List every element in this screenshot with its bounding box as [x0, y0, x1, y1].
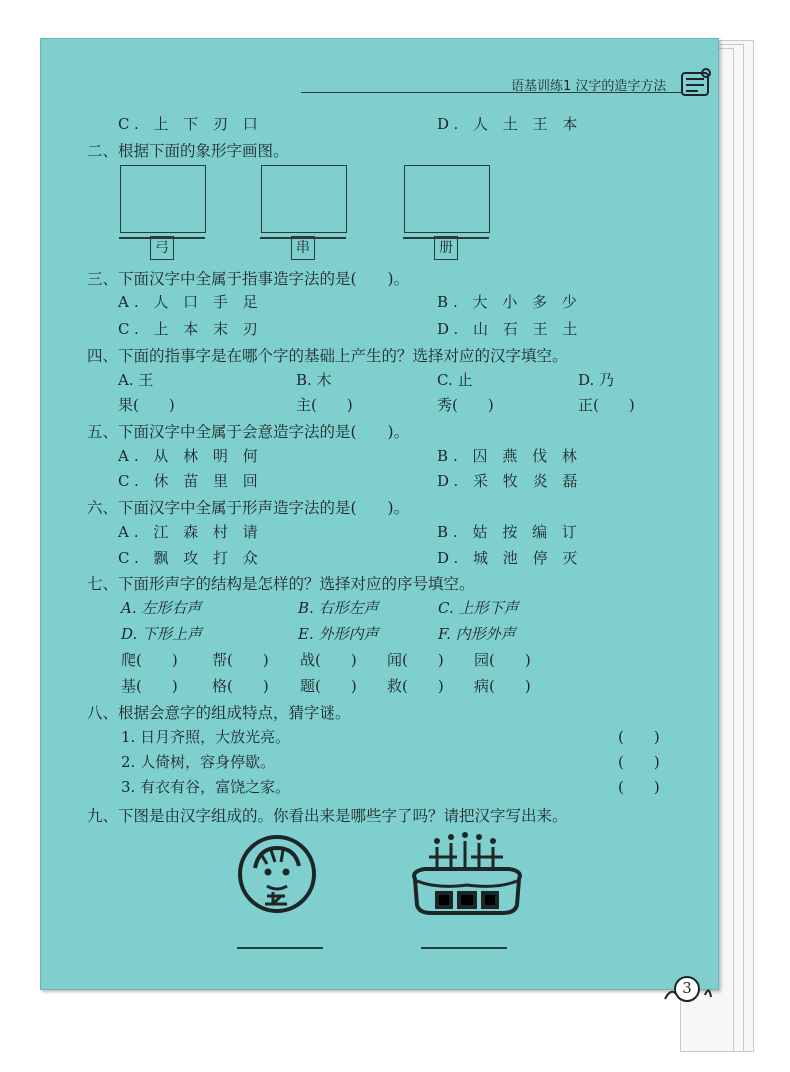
option-b: B. 姑 按 编 订 [437, 523, 582, 541]
option-a: A. 从 林 明 何 [118, 447, 263, 465]
option-b: B. 囚 燕 伐 林 [437, 447, 582, 465]
page-number: 3 [682, 979, 692, 997]
option-c: C. 上形下声 [438, 599, 519, 617]
question-8-title: 八、根据会意字的组成特点，猜字谜。 [87, 704, 351, 722]
question-5-title: 五、下面汉字中全属于会意造字法的是( )。 [87, 423, 410, 441]
fill-blank[interactable]: 园( ) [474, 651, 531, 669]
option-d: D. 城 池 停 灭 [437, 549, 583, 567]
option-b: B. 大 小 多 少 [437, 293, 582, 311]
fill-blank[interactable]: 闻( ) [387, 651, 444, 669]
question-9-title: 九、下图是由汉字组成的。你看出来是哪些字了吗？请把汉字写出来。 [87, 807, 568, 825]
option-a: A. 王 [118, 371, 154, 389]
fill-blank[interactable]: 战( ) [300, 651, 357, 669]
question-2-title: 二、根据下面的象形字画图。 [87, 142, 289, 160]
fill-blank[interactable]: 病( ) [474, 677, 531, 695]
option-e: E. 外形内声 [298, 625, 379, 643]
fill-blank[interactable]: 主( ) [296, 396, 353, 414]
option-b: B. 木 [296, 371, 332, 389]
fill-blank[interactable]: 救( ) [387, 677, 444, 695]
answer-paren[interactable]: ( ) [618, 728, 660, 746]
question-6-title: 六、下面汉字中全属于形声造字法的是( )。 [87, 499, 410, 517]
option-d: D. 下形上声 [121, 625, 203, 643]
fill-blank[interactable]: 帮( ) [212, 651, 269, 669]
pictograph-label: 弓 [150, 236, 174, 260]
option-d: D. 山 石 王 土 [437, 320, 583, 338]
riddle-item: 3. 有衣有谷，富饶之家。 [121, 778, 291, 796]
answer-paren[interactable]: ( ) [618, 778, 660, 796]
question-3-title: 三、下面汉字中全属于指事造字法的是( )。 [87, 270, 410, 288]
option-f: F. 内形外声 [438, 625, 516, 643]
option-c: C. 止 [437, 371, 473, 389]
draw-box-2[interactable] [261, 165, 347, 233]
option-b: B. 右形左声 [298, 599, 379, 617]
question-7-title: 七、下面形声字的结构是怎样的？选择对应的序号填空。 [87, 575, 475, 593]
option-a: A. 左形右声 [121, 599, 202, 617]
header-mascot-icon [676, 67, 714, 105]
fill-blank[interactable]: 基( ) [121, 677, 178, 695]
child-face-character-image [237, 834, 317, 918]
header-title: 语基训练1 汉字的造字方法 [511, 79, 667, 94]
pictograph-label: 串 [291, 236, 315, 260]
fill-blank[interactable]: 题( ) [300, 677, 357, 695]
option-c: C. 上 本 末 刃 [118, 320, 263, 338]
question-4-title: 四、下面的指事字是在哪个字的基础上产生的？选择对应的汉字填空。 [87, 347, 568, 365]
option-a: A. 人 口 手 足 [118, 293, 263, 311]
fill-blank[interactable]: 爬( ) [121, 651, 178, 669]
pictograph-label: 册 [434, 236, 458, 260]
draw-box-3[interactable] [404, 165, 490, 233]
option-d: D. 乃 [578, 371, 615, 389]
answer-line-2[interactable] [421, 947, 507, 949]
option-c: C. 休 苗 里 回 [118, 472, 263, 490]
fill-blank[interactable]: 果( ) [118, 396, 175, 414]
option-a: A. 江 森 村 请 [118, 523, 263, 541]
answer-paren[interactable]: ( ) [618, 753, 660, 771]
riddle-item: 2. 人倚树，容身停歇。 [121, 753, 276, 771]
fill-blank[interactable]: 秀( ) [437, 396, 494, 414]
draw-box-1[interactable] [120, 165, 206, 233]
answer-line-1[interactable] [237, 947, 323, 949]
option-d: D. 采 牧 炎 磊 [437, 472, 583, 490]
option-c: C. 上 下 刃 口 [118, 115, 263, 133]
option-c: C. 飘 攻 打 众 [118, 549, 263, 567]
option-d: D. 人 土 王 本 [437, 115, 583, 133]
fill-blank[interactable]: 正( ) [578, 396, 635, 414]
riddle-item: 1. 日月齐照，大放光亮。 [121, 728, 291, 746]
worksheet-page [40, 38, 719, 997]
birthday-cake-character-image [407, 829, 527, 923]
fill-blank[interactable]: 格( ) [212, 677, 269, 695]
